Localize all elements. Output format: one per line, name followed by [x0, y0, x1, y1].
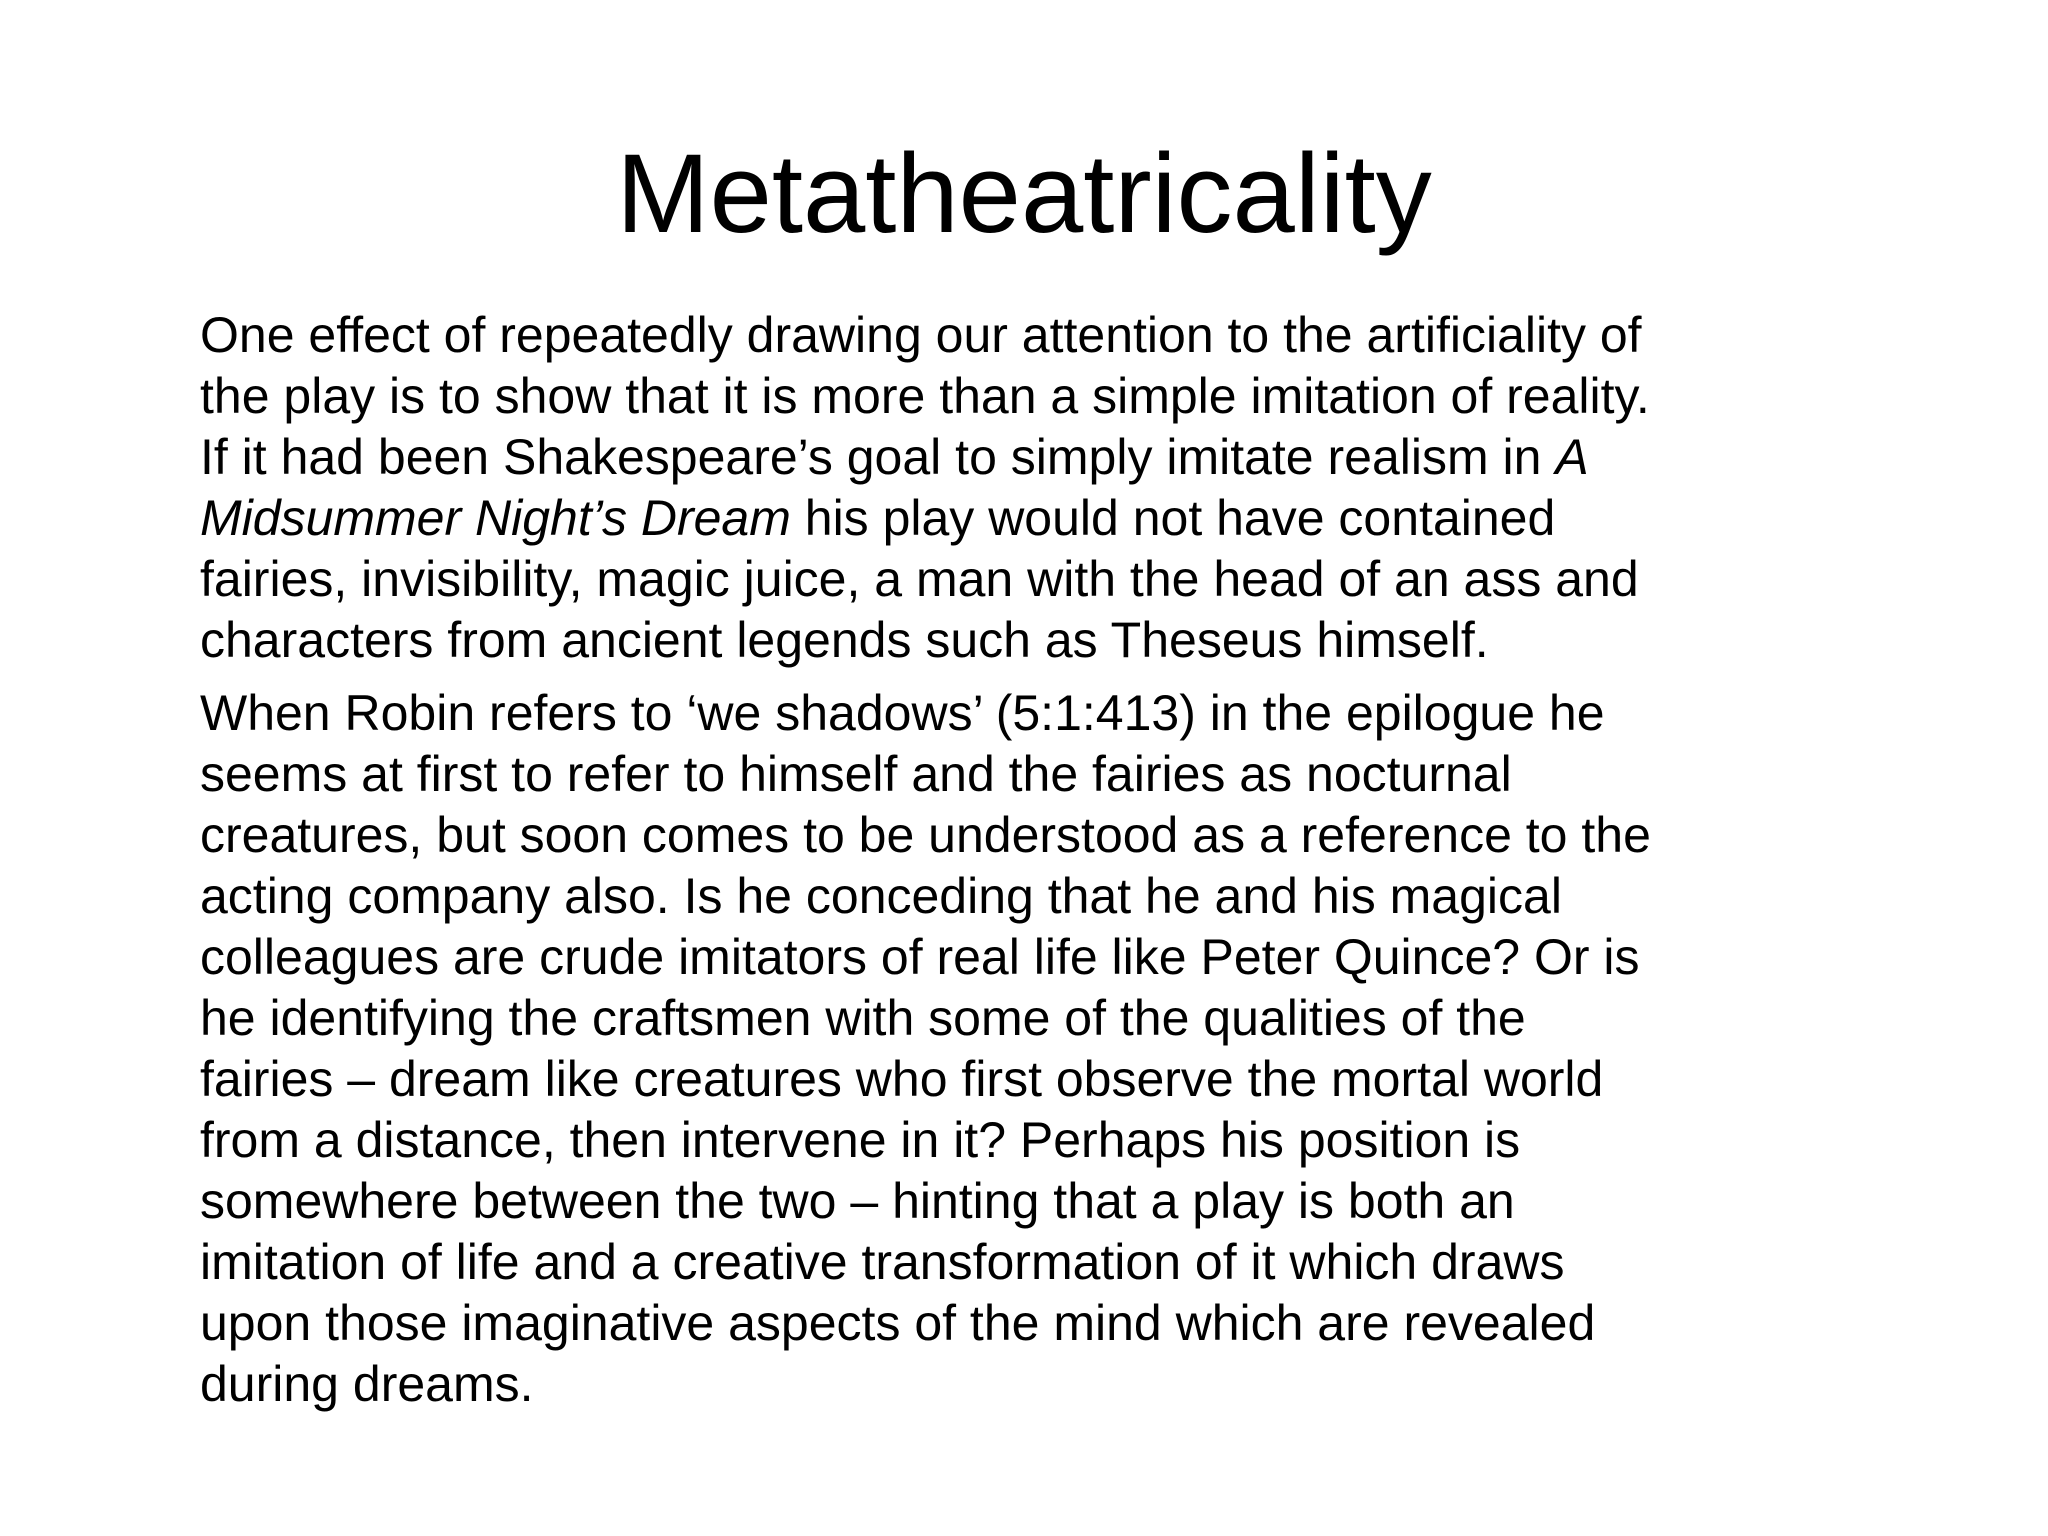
paragraph-1	[200, 305, 1960, 671]
paragraph-2-line: seems at first to refer to himself and the fairies as nocturnal	[200, 746, 1512, 802]
paragraph-1-line-4-text: his play would not have contained	[790, 490, 1556, 546]
paragraph-2-line: during dreams.	[200, 1356, 534, 1412]
paragraph-2-line: When Robin refers to ‘we shadows’ (5:1:413) in the epilogue he	[200, 685, 1605, 741]
paragraph-2-line: colleagues are crude imitators of real life like Peter Quince? Or is	[200, 929, 1640, 985]
paragraph-2-line: he identifying the craftsmen with some of the qualities of the	[200, 990, 1526, 1046]
paragraph-2-line: somewhere between the two – hinting that a play is both an	[200, 1173, 1515, 1229]
play-title-italic-end: Midsummer Night’s Dream	[200, 490, 791, 546]
paragraph-1-line-4	[200, 488, 1960, 549]
paragraph-2	[200, 683, 1960, 1415]
paragraph-1-line-2: the play is to show that it is more than a simple imitation of reality.	[200, 368, 1650, 424]
play-title-italic-start: A	[1555, 429, 1589, 485]
paragraph-1-line-1: One effect of repeatedly drawing our attention to the artificiality of	[200, 307, 1642, 363]
slide-title: Metatheatricality	[616, 131, 1432, 256]
paragraph-2-line: from a distance, then intervene in it? Perhaps his position is	[200, 1112, 1521, 1168]
paragraph-1-line-6: characters from ancient legends such as Theseus himself.	[200, 612, 1489, 668]
paragraph-2-line: fairies – dream like creatures who first observe the mortal world	[200, 1051, 1604, 1107]
slide-body	[200, 305, 1960, 1427]
paragraph-2-line: creatures, but soon comes to be understood as a reference to the	[200, 807, 1651, 863]
paragraph-2-line: acting company also. Is he conceding that he and his magical	[200, 868, 1562, 924]
paragraph-2-line: imitation of life and a creative transformation of it which draws	[200, 1234, 1565, 1290]
paragraph-1-line-3	[200, 427, 1960, 488]
paragraph-1-line-5: fairies, invisibility, magic juice, a man with the head of an ass and	[200, 551, 1639, 607]
paragraph-2-line: upon those imaginative aspects of the mind which are revealed	[200, 1295, 1596, 1351]
paragraph-1-line-3-text: If it had been Shakespeare’s goal to simply imitate realism in	[200, 429, 1556, 485]
